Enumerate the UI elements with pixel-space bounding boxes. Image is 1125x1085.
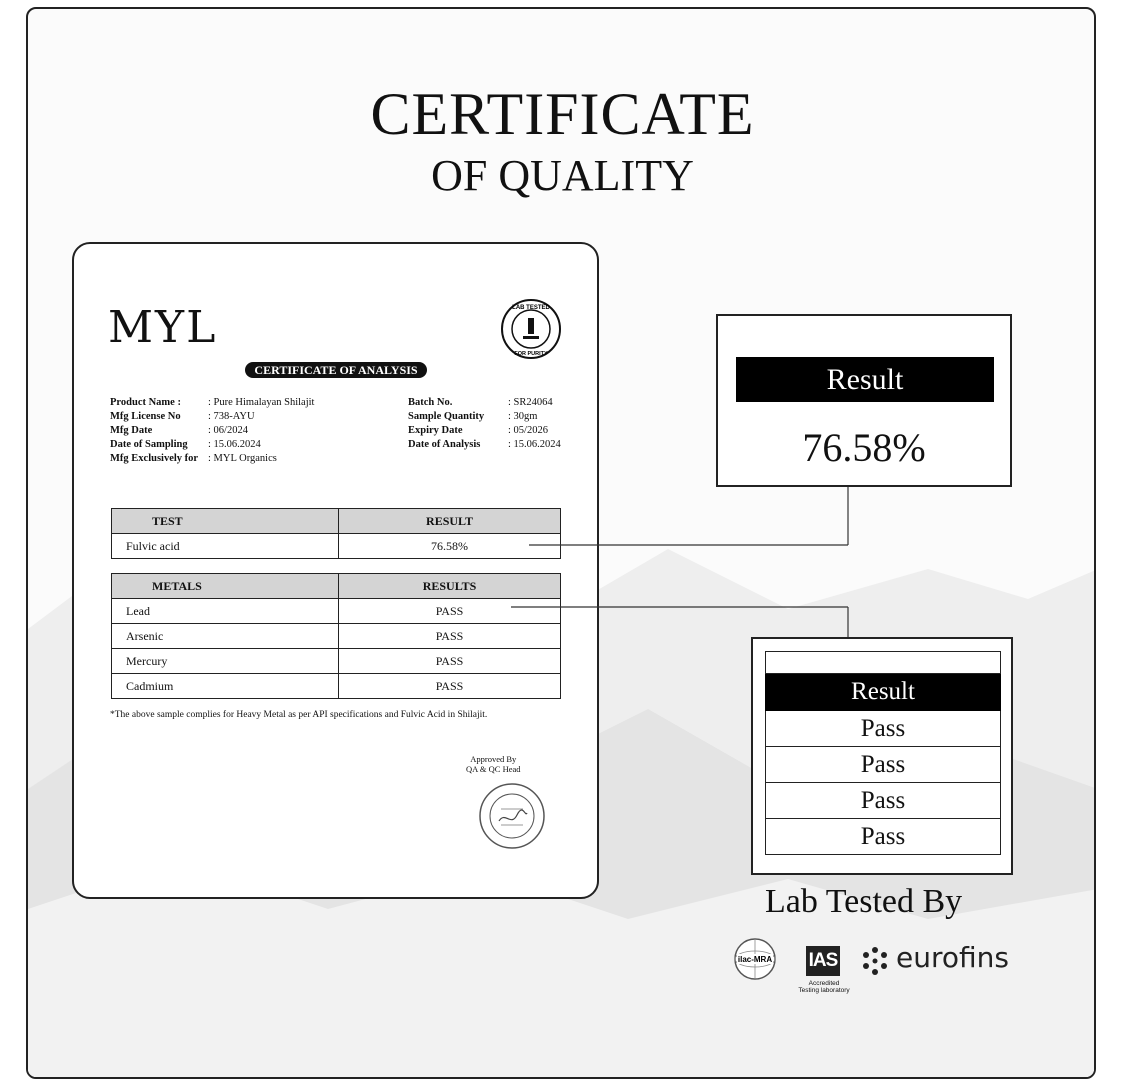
info-label: Product Name : [110, 397, 181, 408]
ias-logo: IAS [806, 946, 840, 976]
info-value: : 06/2024 [208, 425, 248, 436]
ias-caption [784, 980, 864, 994]
lab-tested-by: Lab Tested By [765, 883, 963, 920]
title-of-quality: OF QUALITY [431, 151, 694, 200]
myl-logo: MYL [108, 302, 218, 353]
metals-result-callout [751, 637, 1013, 875]
callout-header: Result [736, 357, 994, 402]
test-result: 76.58% [339, 534, 561, 559]
metals-table [111, 573, 561, 699]
ias-caption-line2: Testing laboratory [798, 987, 850, 994]
info-value: : SR24064 [508, 397, 553, 408]
eurofins-dots-icon [860, 946, 890, 976]
info-label: Mfg License No [110, 411, 181, 422]
title-certificate: CERTIFICATE [370, 81, 755, 147]
info-label: Batch No. [408, 397, 453, 408]
metal-result: PASS [339, 624, 561, 649]
certificate-card [72, 242, 599, 899]
info-value: : 30gm [508, 411, 538, 422]
info-label: Sample Quantity [408, 411, 485, 422]
header-metals: METALS [112, 574, 339, 599]
table-row [112, 599, 561, 624]
lab-tested-seal-icon [500, 298, 562, 360]
table-row [112, 649, 561, 674]
ilac-mra-logo [733, 937, 777, 981]
callout-row: Pass [765, 819, 1001, 855]
metal-result: PASS [339, 674, 561, 699]
test-name: Fulvic acid [112, 534, 339, 559]
table-row [112, 534, 561, 559]
left-info [110, 396, 314, 466]
info-value: : MYL Organics [208, 453, 277, 464]
callout-row: Pass [765, 783, 1001, 819]
info-label: Expiry Date [408, 425, 463, 436]
svg-text:FOR PURITY: FOR PURITY [514, 351, 548, 357]
header-result: RESULT [339, 509, 561, 534]
callout-table [765, 651, 1001, 855]
info-label: Mfg Date [110, 425, 153, 436]
metal-result: PASS [339, 649, 561, 674]
metal-result: PASS [339, 599, 561, 624]
info-value: : 05/2026 [508, 425, 548, 436]
metal-name: Cadmium [112, 674, 339, 699]
fulvic-result-callout [716, 314, 1012, 487]
approved-line1: Approved By [470, 754, 517, 764]
info-value: : 15.06.2024 [208, 439, 261, 450]
callout-spacer-row [765, 651, 1001, 674]
info-label: Date of Sampling [110, 439, 188, 450]
svg-text:ilac-MRA: ilac-MRA [737, 955, 773, 964]
coa-title: CERTIFICATE OF ANALYSIS [245, 362, 427, 378]
approved-line2: QA & QC Head [466, 764, 521, 774]
callout-header: Result [765, 674, 1001, 711]
right-info [408, 396, 561, 452]
eurofins-logo: eurofins [896, 941, 1009, 974]
header-test: TEST [112, 509, 339, 534]
svg-text:LAB TESTED: LAB TESTED [512, 305, 550, 311]
info-label: Date of Analysis [408, 439, 481, 450]
approved-by [466, 754, 521, 774]
approval-stamp-icon [477, 781, 547, 851]
ias-caption-line1: Accredited [808, 980, 840, 987]
metal-name: Arsenic [112, 624, 339, 649]
callout-row: Pass [765, 747, 1001, 783]
info-value: : Pure Himalayan Shilajit [208, 397, 315, 408]
info-label: Mfg Exclusively for [110, 453, 199, 464]
info-value: : 15.06.2024 [508, 439, 561, 450]
callout-value: 76.58% [802, 425, 926, 470]
header-results: RESULTS [339, 574, 561, 599]
callout-row: Pass [765, 711, 1001, 747]
table-row [112, 624, 561, 649]
compliance-note: *The above sample complies for Heavy Metal as per API specifications and Fulvic Acid in Shilajit. [110, 710, 488, 720]
table-header-row [112, 509, 561, 534]
table-header-row [112, 574, 561, 599]
test-table [111, 508, 561, 559]
info-value: : 738-AYU [208, 411, 255, 422]
metal-name: Mercury [112, 649, 339, 674]
metal-name: Lead [112, 599, 339, 624]
table-row [112, 674, 561, 699]
